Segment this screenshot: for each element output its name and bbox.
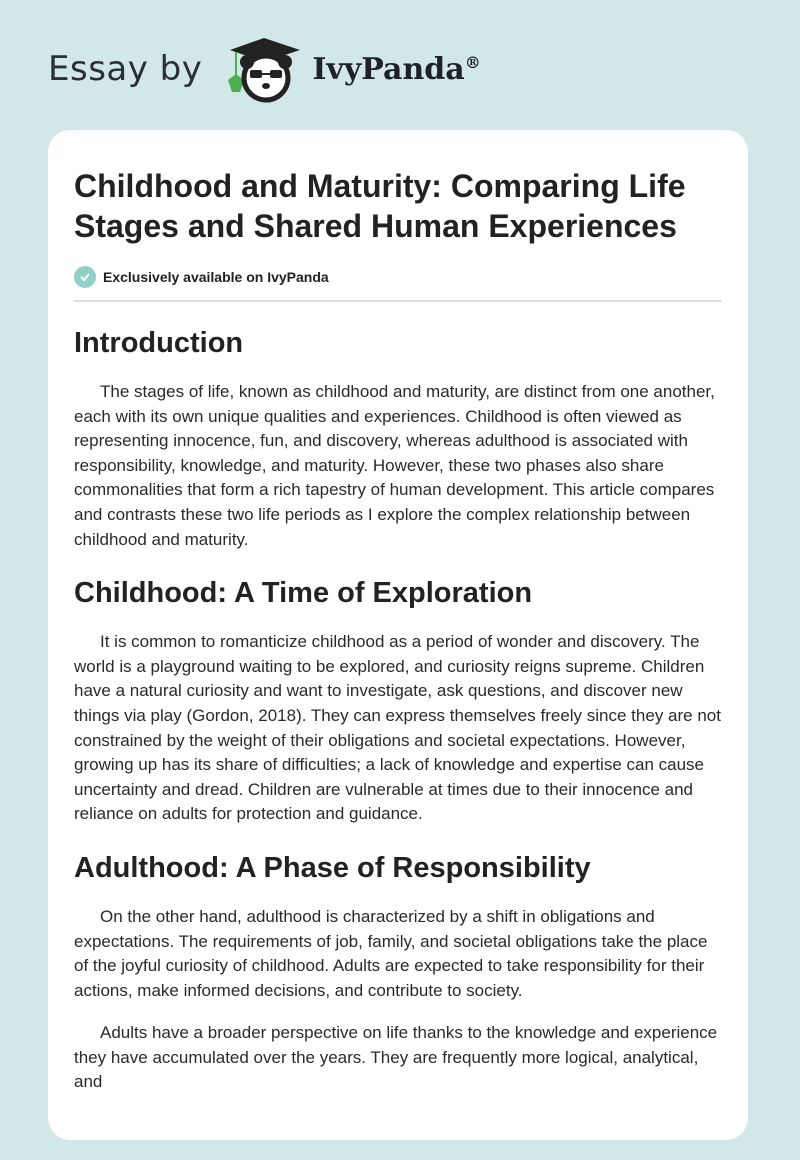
paragraph: The stages of life, known as childhood and maturity, are distinct from one another, each with its own unique qualities and experiences. Childhood is often viewed as representing innocence, fun, and discovery, whereas adulthood is associated with responsibility, knowledge, and maturity. However, these two phases also share commonalities that form a rich tapestry of human development. This article compares and contrasts these two life periods as I explore the complex relationship between childhood and maturity. [74, 382, 715, 549]
badge-label: Exclusively available on IvyPanda [103, 269, 329, 285]
paragraph: It is common to romanticize childhood as a period of wonder and discovery. The world is a playground waiting to be explored, and curiosity reigns supreme. Children have a natural curiosity and want to investigate, ask questions, and discover new things via play (Gordon, 2018). They can express themselves freely since they are not constrained by the weight of their obligations and societal expectations. However, growing up has its share of difficulties; a lack of knowledge and expertise can cause uncertainty and dread. Children are vulnerable at times due to their innocence and reliance on adults for protection and guidance. [74, 632, 721, 824]
exclusive-badge [74, 266, 722, 288]
ivypanda-logo[interactable] [222, 34, 480, 104]
section-heading: Introduction [74, 327, 244, 359]
section-heading: Adulthood: A Phase of Responsibility [74, 851, 591, 884]
essay-by-label: Essay by [48, 49, 203, 89]
paragraph: Adults have a broader perspective on life thanks to the knowledge and experience they have accumulated over the years. They are frequently more logical, analytical, and [74, 1023, 718, 1092]
check-circle-icon [74, 266, 96, 288]
essay-card [48, 130, 748, 1140]
page-title: Childhood and Maturity: Comparing Life Stages and Shared Human Experiences [74, 168, 686, 244]
brand-name: IvyPanda® [312, 51, 481, 87]
site-header [48, 34, 481, 104]
section-heading: Childhood: A Time of Exploration [74, 577, 533, 610]
panda-logo-icon [222, 34, 304, 104]
divider [74, 300, 722, 302]
paragraph: On the other hand, adulthood is characterized by a shift in obligations and expectations. The requirements of job, family, and societal obligations take the place of the joyful curiosity of childhood. Adults are expected to take responsibility for their actions, make informed decisions, and contribute to society. [74, 906, 708, 1000]
